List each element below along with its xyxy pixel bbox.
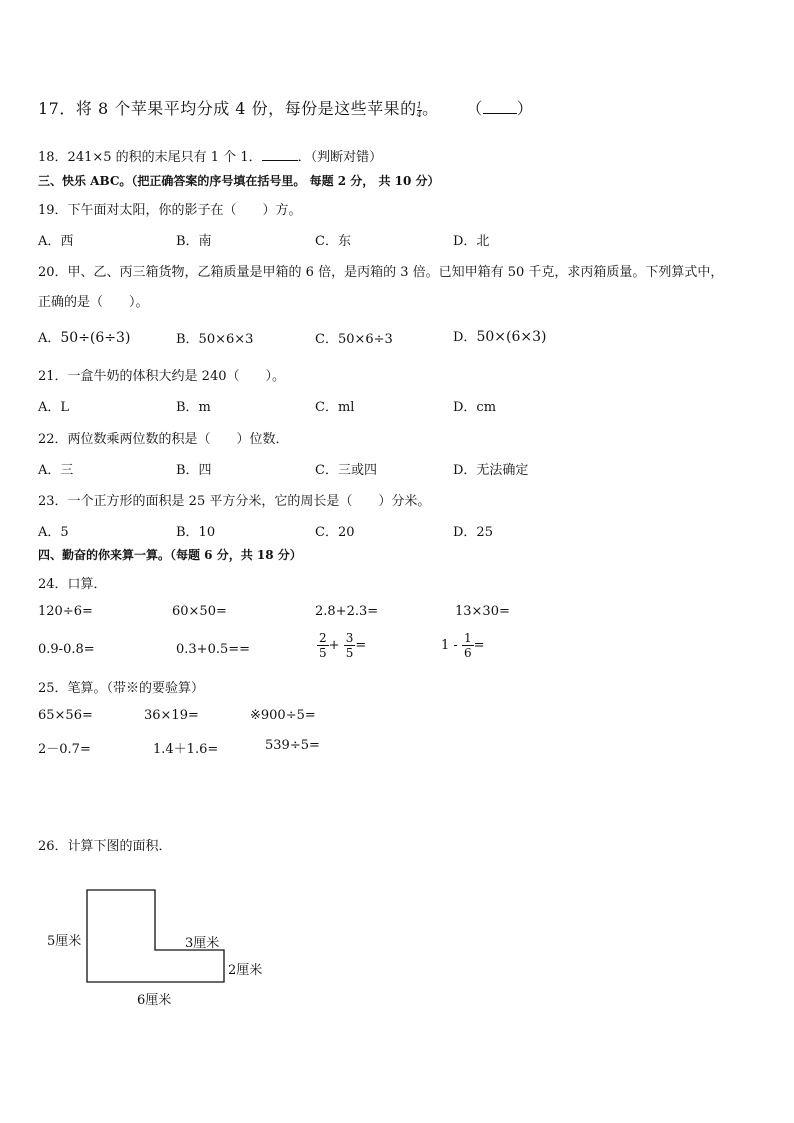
question-25-stem: 25．笔算。（带※的要验算） <box>38 681 205 696</box>
q20-option-d-expr: 50×(6×3) <box>476 329 547 345</box>
q25-item-2: 36×19= <box>144 708 199 723</box>
q17-fraction: $\frac{1}{4}$ <box>416 100 423 119</box>
q20-option-c[interactable]: C．50×6÷3 <box>315 332 393 347</box>
q20-option-a[interactable]: A．50÷(6÷3) <box>38 330 131 346</box>
question-18: 18．241×5 的积的末尾只有 1 个 1． ．（判断对错） <box>38 150 383 165</box>
q24-item-7: $\frac{2}{5}$ + $\frac{3}{5}$ = <box>319 631 367 660</box>
q21-option-b[interactable]: B．m <box>176 400 211 415</box>
q23-option-d[interactable]: D．25 <box>453 525 493 540</box>
q19-option-b[interactable]: B．南 <box>176 234 212 249</box>
label-bottom: 6厘米 <box>137 993 172 1008</box>
q24-fraction-3-5: $\frac{3}{5}$ <box>345 631 354 660</box>
q24-item-3: 2.8+2.3= <box>315 604 379 619</box>
q21-option-a[interactable]: A．L <box>38 400 70 415</box>
q22-option-a[interactable]: A．三 <box>38 463 74 478</box>
section-4-header: 四、勤奋的你来算一算。（每题 6 分，共 18 分） <box>38 548 302 562</box>
label-right: 2厘米 <box>228 963 263 978</box>
q24-fraction-1-6: $\frac{1}{6}$ <box>463 631 472 660</box>
question-21-stem: 21．一盒牛奶的体积大约是 240（ ）。 <box>38 369 285 384</box>
q20-option-a-expr: 50÷(6÷3) <box>60 330 131 346</box>
q21-option-d[interactable]: D．cm <box>453 400 497 415</box>
q23-option-b[interactable]: B．10 <box>176 525 216 540</box>
q24-fraction-2-5: $\frac{2}{5}$ <box>319 631 327 660</box>
q19-option-a[interactable]: A．西 <box>38 234 74 249</box>
section-3-header: 三、快乐 ABC。（把正确答案的序号填在括号里。 每题 2 分， 共 10 分） <box>38 174 440 188</box>
q19-option-d[interactable]: D．北 <box>453 234 490 249</box>
q20-option-b[interactable]: B．50×6×3 <box>176 332 254 347</box>
question-26-stem: 26．计算下图的面积． <box>38 839 172 854</box>
q22-option-b[interactable]: B．四 <box>176 463 212 478</box>
question-20-stem-line2: 正确的是（ ）。 <box>38 295 149 310</box>
question-23-stem: 23．一个正方形的面积是 25 平方分米，它的周长是（ ）分米。 <box>38 494 431 509</box>
q25-item-4: 2－0.7= <box>38 742 91 757</box>
label-left: 5厘米 <box>47 934 82 949</box>
q17-text: 17．将 8 个苹果平均分成 4 份，每份是这些苹果的 <box>38 99 417 118</box>
q23-option-c[interactable]: C．20 <box>315 525 355 540</box>
label-inner: 3厘米 <box>185 936 220 951</box>
q25-item-6: 539÷5= <box>265 738 320 753</box>
q25-item-3: ※900÷5= <box>250 708 316 723</box>
q24-item-1: 120÷6= <box>38 604 93 619</box>
q24-item-4: 13×30= <box>455 604 510 619</box>
q24-item-2: 60×50= <box>172 604 227 619</box>
question-17: 17．将 8 个苹果平均分成 4 份，每份是这些苹果的 $\frac{1}{4}$ 。 （ ） <box>38 99 534 119</box>
question-20-stem-line1: 20．甲、乙、丙三箱货物，乙箱质量是甲箱的 6 倍，是丙箱的 3 倍。已知甲箱有 50 千克，求丙箱质量。下列算式中， <box>38 265 724 280</box>
q22-option-c[interactable]: C．三或四 <box>315 463 377 478</box>
q21-option-c[interactable]: C．ml <box>315 400 355 415</box>
q19-option-c[interactable]: C．东 <box>315 234 351 249</box>
q23-option-a[interactable]: A．5 <box>38 525 69 540</box>
question-19-stem: 19．下午面对太阳，你的影子在（ ）方。 <box>38 203 302 218</box>
q24-item-8: 1 - $\frac{1}{6}$ = <box>441 631 485 660</box>
q22-option-d[interactable]: D．无法确定 <box>453 463 529 478</box>
question-22-stem: 22．两位数乘两位数的积是（ ）位数． <box>38 432 289 447</box>
q24-item-5: 0.9-0.8= <box>38 642 95 657</box>
q24-item-6: 0.3+0.5== <box>176 642 251 657</box>
question-24-stem: 24．口算． <box>38 577 107 592</box>
q20-option-d[interactable]: D．50×(6×3) <box>453 329 547 345</box>
q25-item-1: 65×56= <box>38 708 93 723</box>
q25-item-5: 1.4＋1.6= <box>153 742 219 757</box>
